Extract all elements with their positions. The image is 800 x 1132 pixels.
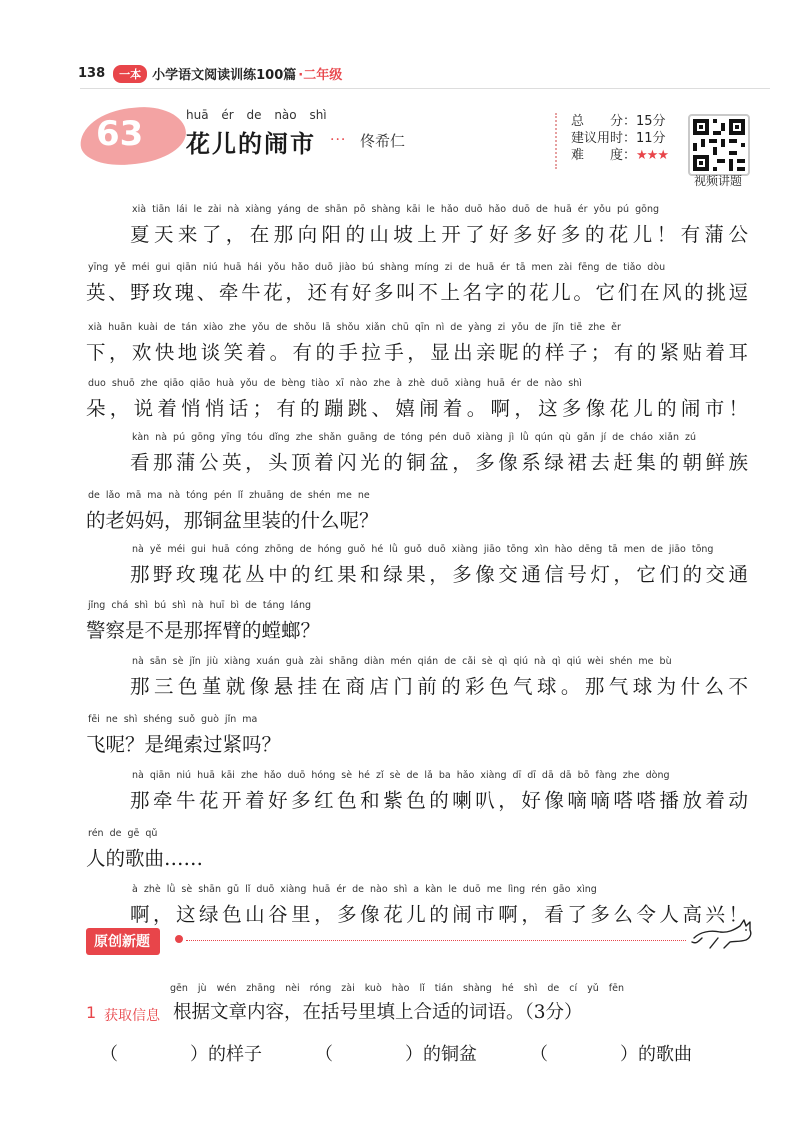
- question-number: 1: [86, 1003, 97, 1022]
- text-line: 下，欢快地谈笑着。有的手拉手，显出亲昵的样子；有的紧贴着耳: [86, 341, 752, 364]
- title-pinyin: huā ér de nào shì: [186, 108, 327, 122]
- question-tag: 获取信息: [104, 1008, 160, 1024]
- pinyin-line: nà sān sè jǐn jiù xiàng xuán guà zài shāng diàn mén qián de cǎi sè qì qiú nà qì qiú wèi shén me bù: [132, 656, 672, 667]
- pinyin-line: nà yě méi gui huā cóng zhōng de hóng guǒ hé lǜ guǒ duō xiàng jiāo tōng xìn hào dēng tā men de jiāo tōng: [132, 544, 714, 555]
- pinyin-line: duo shuō zhe qiāo qiāo huà yǒu de bèng tiào xī nào zhe à zhè duō xiàng huā ér de nào shì: [88, 378, 582, 389]
- text-line: 朵，说着悄悄话；有的蹦跳、嬉闹着。啊，这多像花儿的闹市！: [86, 397, 753, 420]
- suggested-time-label: 建议用时：: [571, 131, 637, 146]
- pinyin-line: yīng yě méi gui qiān niú huā hái yǒu hǎo duō jiào bú shàng míng zi de huā ér tā men zài fēng de tiǎo dòu: [88, 262, 666, 273]
- pinyin-line: xià huān kuài de tán xiào zhe yǒu de shǒu lā shǒu xiǎn chū qīn nì de yàng zi yǒu de jǐn tiē zhe ěr: [88, 322, 621, 333]
- answer-blank[interactable]: （ ）的铜盆: [315, 1044, 477, 1065]
- question-pinyin: gēn jù wén zhāng nèi róng zài kuò hào lǐ tián shàng hé shì de cí yǔ fēn: [170, 983, 625, 994]
- section-divider: [186, 940, 686, 941]
- text-line: 那三色堇就像悬挂在商店门前的彩色气球。那气球为什么不: [130, 675, 753, 698]
- author-name: 佟希仁: [360, 132, 406, 150]
- pinyin-line: xià tiān lái le zài nà xiàng yáng de shān pō shàng kāi le hǎo duō hǎo duō de huā ér yǒu pú gōng: [132, 204, 659, 215]
- text-line: 飞呢？是绳索过紧吗？: [86, 733, 282, 756]
- text-line: 英、野玫瑰、牵牛花，还有好多叫不上名字的花儿。它们在风的挑逗: [86, 281, 751, 304]
- text-line: 啊，这绿色山谷里，多像花儿的闹市啊，看了多么令人高兴！: [130, 903, 752, 926]
- text-line: 看那蒲公英，头顶着闪光的铜盆，多像系绿裙去赶集的朝鲜族: [130, 451, 752, 474]
- qr-caption: 视频讲题: [693, 174, 742, 188]
- text-line: 那野玫瑰花丛中的红果和绿果，多像交通信号灯，它们的交通: [130, 563, 752, 586]
- section-title: 原创新题: [86, 928, 160, 955]
- pinyin-line: fēi ne shì shéng suǒ guò jǐn ma: [88, 714, 258, 725]
- pinyin-line: de lǎo mā ma nà tóng pén lǐ zhuāng de shén me ne: [88, 490, 370, 501]
- text-line: 的老妈妈，那铜盆里装的什么呢？: [86, 509, 379, 532]
- page-header: [78, 64, 342, 83]
- pinyin-line: jǐng chá shì bú shì nà huī bì de táng láng: [88, 600, 312, 611]
- cat-icon: [690, 908, 758, 952]
- pinyin-line: kàn nà pú gōng yīng tóu dǐng zhe shǎn guāng de tóng pén duō xiàng jì lǜ qún qù gǎn jí de cháo xiǎn zú: [132, 432, 697, 443]
- grade-label: ·二年级: [298, 68, 343, 83]
- score-info-box: [555, 113, 691, 169]
- section-dot: [174, 934, 184, 944]
- brand-badge: 一本: [113, 65, 147, 83]
- qr-code-icon[interactable]: [688, 114, 750, 176]
- text-line: 人的歌曲……: [86, 847, 204, 870]
- lesson-title: 花儿的闹市: [186, 129, 316, 158]
- pinyin-line: nà qiān niú huā kāi zhe hǎo duō hóng sè hé zǐ sè de lǎ ba hǎo xiàng dī dī dā dā bō fàng zhe dòng: [132, 770, 670, 781]
- suggested-time-value: 11分: [636, 131, 666, 146]
- series-title: 小学语文阅读训练100篇: [152, 68, 297, 83]
- answer-blank[interactable]: （ ）的样子: [100, 1044, 262, 1065]
- pinyin-line: rén de gē qǔ: [88, 828, 158, 839]
- total-score-label: 总 分：: [571, 114, 637, 129]
- answer-blank[interactable]: （ ）的歌曲: [530, 1044, 692, 1065]
- difficulty-label: 难 度：: [571, 148, 637, 163]
- author-marker: ···: [330, 132, 347, 148]
- question-text: 根据文章内容，在括号里填上合适的词语。（3分）: [173, 1002, 583, 1023]
- header-divider: [80, 88, 770, 89]
- total-score-value: 15分: [636, 114, 666, 129]
- pinyin-line: à zhè lǜ sè shān gǔ lǐ duō xiàng huā ér de nào shì a kàn le duō me lìng rén gāo xìng: [132, 884, 597, 895]
- text-line: 夏天来了，在那向阳的山坡上开了好多好多的花儿！有蒲公: [130, 223, 753, 246]
- lesson-number: 63: [96, 114, 144, 154]
- difficulty-stars: ★★★: [636, 148, 668, 163]
- text-line: 那牵牛花开着好多红色和紫色的喇叭，好像嘀嘀嗒嗒播放着动: [130, 789, 752, 812]
- page-number: 138: [78, 66, 106, 81]
- text-line: 警察是不是那挥臂的螳螂？: [86, 619, 321, 642]
